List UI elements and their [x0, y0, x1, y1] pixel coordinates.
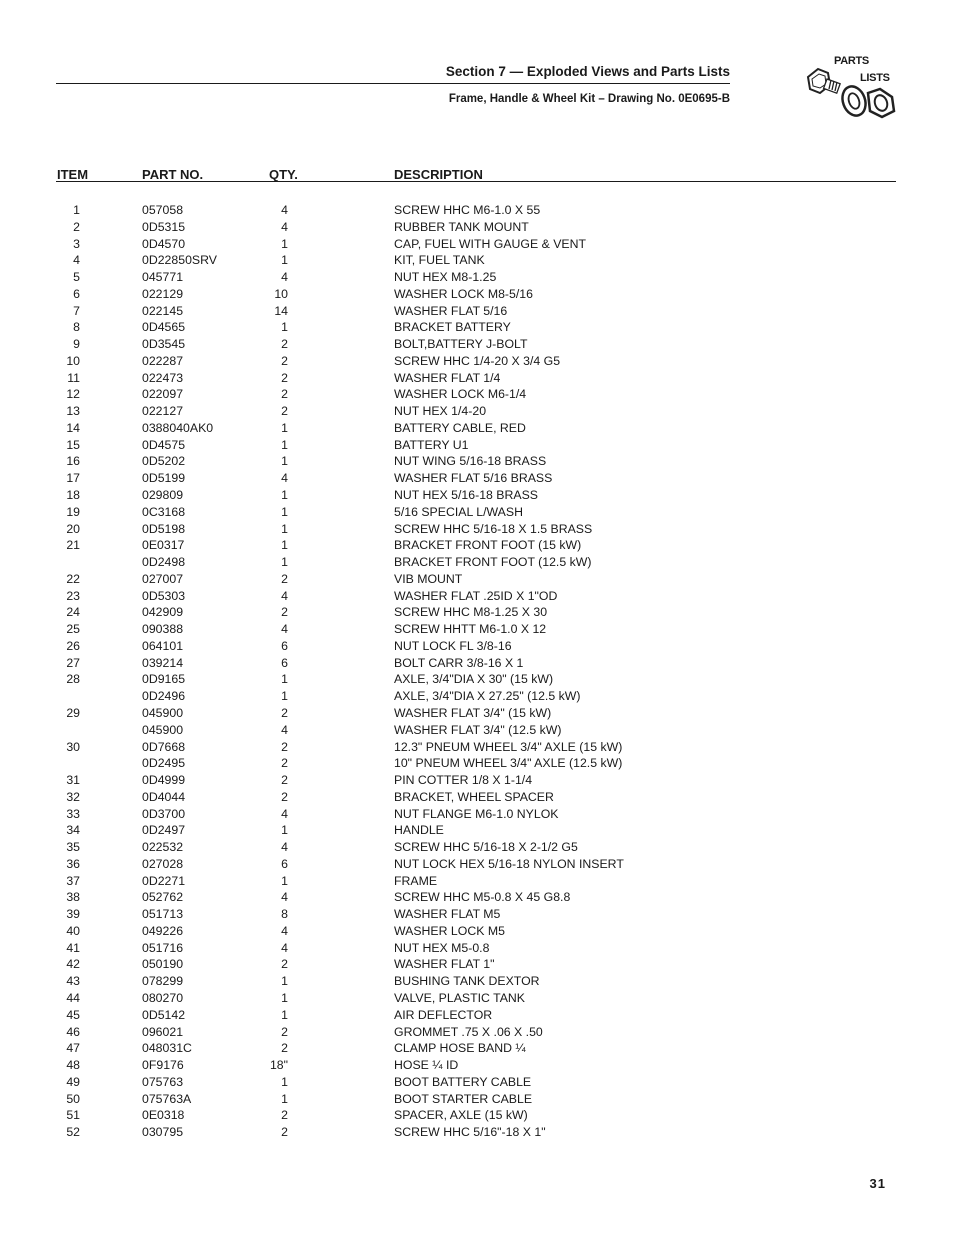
description: WASHER LOCK M8-5/16 [394, 286, 533, 301]
description: WASHER FLAT .25ID X 1"OD [394, 588, 558, 603]
part-number: 096021 [142, 1024, 184, 1039]
table-row [0, 822, 954, 839]
description: SPACER, AXLE (15 kW) [394, 1108, 528, 1123]
item-number: 18 [66, 488, 80, 503]
description: SCREW HHC M8-1.25 X 30 [394, 605, 548, 620]
part-number: 027028 [142, 856, 184, 871]
item-number: 27 [66, 655, 80, 670]
part-number: 022127 [142, 404, 184, 419]
table-row [0, 973, 954, 990]
part-number: 027007 [142, 571, 184, 586]
table-row [0, 806, 954, 823]
part-number: 090388 [142, 622, 184, 637]
item-number: 15 [66, 437, 80, 452]
item-number: 50 [66, 1091, 80, 1106]
item-number: 35 [66, 840, 80, 855]
part-number: 0D2497 [142, 823, 186, 838]
description: AXLE, 3/4"DIA X 30" (15 kW) [394, 672, 554, 687]
description: BRACKET, WHEEL SPACER [394, 789, 554, 804]
item-number: 29 [66, 705, 80, 720]
item-number: 39 [66, 907, 80, 922]
col-header-part-no: PART NO. [142, 167, 204, 182]
quantity: 1 [281, 420, 288, 435]
table-row [0, 202, 954, 219]
description: NUT LOCK FL 3/8-16 [394, 638, 512, 653]
part-number: 022097 [142, 387, 184, 402]
description: BRACKET FRONT FOOT (12.5 kW) [394, 555, 592, 570]
part-number: 049226 [142, 923, 184, 938]
part-number: 0D4575 [142, 437, 186, 452]
quantity: 2 [281, 1125, 288, 1140]
description: WASHER FLAT M5 [394, 907, 501, 922]
description: WASHER LOCK M6-1/4 [394, 387, 527, 402]
table-row [0, 470, 954, 487]
table-row [0, 504, 954, 521]
quantity: 1 [281, 521, 288, 536]
part-number: 0D5198 [142, 521, 186, 536]
table-row [0, 336, 954, 353]
table-row [0, 604, 954, 621]
quantity: 1 [281, 320, 288, 335]
item-number: 4 [73, 253, 80, 268]
item-number: 2 [73, 219, 80, 234]
part-number: 075763A [142, 1091, 192, 1106]
part-number: 0D3545 [142, 337, 186, 352]
quantity: 2 [281, 739, 288, 754]
table-row [0, 1040, 954, 1057]
description: SCREW HHTT M6-1.0 X 12 [394, 622, 547, 637]
description: VIB MOUNT [394, 571, 463, 586]
quantity: 2 [281, 773, 288, 788]
table-row [0, 906, 954, 923]
table-row [0, 722, 954, 739]
part-number: 042909 [142, 605, 184, 620]
quantity: 18" [269, 1058, 288, 1073]
description: BUSHING TANK DEXTOR [394, 974, 540, 989]
part-number: 080270 [142, 990, 184, 1005]
description: WASHER FLAT 1" [394, 957, 495, 972]
table-row [0, 956, 954, 973]
item-number: 33 [66, 806, 80, 821]
quantity: 6 [281, 638, 288, 653]
parts-lists-logo [800, 55, 900, 135]
item-number: 44 [66, 990, 80, 1005]
bolt-washer-nut-icon [800, 55, 900, 135]
table-row [0, 789, 954, 806]
quantity: 6 [281, 655, 288, 670]
item-number: 8 [73, 320, 80, 335]
part-number: 0D3700 [142, 806, 186, 821]
quantity: 4 [281, 806, 288, 821]
part-number: 045900 [142, 705, 184, 720]
quantity: 2 [281, 1024, 288, 1039]
part-number: 045771 [142, 270, 184, 285]
quantity: 1 [281, 555, 288, 570]
item-number: 32 [66, 789, 80, 804]
description: BRACKET FRONT FOOT (15 kW) [394, 538, 582, 553]
logo-text-lists: LISTS [860, 72, 890, 84]
quantity: 2 [281, 1108, 288, 1123]
description: BOOT BATTERY CABLE [394, 1074, 532, 1089]
quantity: 4 [281, 923, 288, 938]
quantity: 4 [281, 890, 288, 905]
description: NUT HEX 1/4-20 [394, 404, 487, 419]
description: GROMMET .75 X .06 X .50 [394, 1024, 543, 1039]
quantity: 1 [281, 672, 288, 687]
item-number: 36 [66, 856, 80, 871]
item-number: 34 [66, 823, 80, 838]
description: BOLT,BATTERY J-BOLT [394, 337, 528, 352]
quantity: 1 [281, 437, 288, 452]
col-header-item: ITEM [57, 167, 89, 182]
item-number: 17 [66, 471, 80, 486]
description: NUT HEX M8-1.25 [394, 270, 497, 285]
quantity: 2 [281, 571, 288, 586]
part-number: 022473 [142, 370, 184, 385]
description: 10" PNEUM WHEEL 3/4" AXLE (12.5 kW) [394, 756, 623, 771]
part-number: 0D5315 [142, 219, 186, 234]
quantity: 8 [281, 907, 288, 922]
part-number: 0D5199 [142, 471, 186, 486]
quantity: 2 [281, 337, 288, 352]
item-number: 42 [66, 957, 80, 972]
description: BOLT CARR 3/8-16 X 1 [394, 655, 524, 670]
description: NUT LOCK HEX 5/16-18 NYLON INSERT [394, 856, 624, 871]
table-row [0, 437, 954, 454]
table-row [0, 571, 954, 588]
table-row [0, 403, 954, 420]
description: BOOT STARTER CABLE [394, 1091, 533, 1106]
item-number: 3 [73, 236, 80, 251]
table-row [0, 370, 954, 387]
part-number: 051713 [142, 907, 184, 922]
description: RUBBER TANK MOUNT [394, 219, 529, 234]
quantity: 2 [281, 387, 288, 402]
section-title: Section 7 — Exploded Views and Parts Lists [445, 64, 730, 79]
table-row [0, 286, 954, 303]
item-number: 37 [66, 873, 80, 888]
part-number: 0F9176 [142, 1058, 184, 1073]
item-number: 20 [66, 521, 80, 536]
item-number: 47 [66, 1041, 80, 1056]
quantity: 1 [281, 538, 288, 553]
item-number: 48 [66, 1058, 80, 1073]
description: WASHER FLAT 3/4" (12.5 kW) [394, 722, 562, 737]
part-number: 030795 [142, 1125, 184, 1140]
table-row [0, 923, 954, 940]
table-row [0, 940, 954, 957]
item-number: 26 [66, 638, 80, 653]
table-row [0, 705, 954, 722]
table-header-rule [56, 181, 896, 182]
description: PIN COTTER 1/8 X 1-1/4 [394, 773, 533, 788]
item-number: 38 [66, 890, 80, 905]
description: WASHER FLAT 1/4 [394, 370, 501, 385]
part-number: 057058 [142, 203, 184, 217]
table-row [0, 521, 954, 538]
quantity: 1 [281, 488, 288, 503]
description: FRAME [394, 873, 438, 888]
part-number: 0D2496 [142, 689, 186, 704]
table-row [0, 1091, 954, 1108]
table-row [0, 755, 954, 772]
table-row [0, 856, 954, 873]
table-row [0, 588, 954, 605]
item-number: 51 [66, 1108, 80, 1123]
part-number: 022145 [142, 303, 184, 318]
description: WASHER FLAT 3/4" (15 kW) [394, 705, 552, 720]
item-number: 1 [73, 203, 80, 217]
table-row [0, 621, 954, 638]
description: BATTERY CABLE, RED [394, 420, 526, 435]
description: NUT HEX 5/16-18 BRASS [394, 488, 538, 503]
part-number: 0D2495 [142, 756, 186, 771]
quantity: 2 [281, 370, 288, 385]
part-number: 022287 [142, 353, 184, 368]
quantity: 4 [281, 588, 288, 603]
quantity: 1 [281, 1074, 288, 1089]
table-row [0, 353, 954, 370]
description: BATTERY U1 [394, 437, 469, 452]
description: SCREW HHC M6-1.0 X 55 [394, 203, 541, 217]
table-row [0, 1074, 954, 1091]
quantity: 2 [281, 957, 288, 972]
part-number: 0D4999 [142, 773, 186, 788]
table-row [0, 990, 954, 1007]
table-row [0, 453, 954, 470]
table-row [0, 671, 954, 688]
item-number: 49 [66, 1074, 80, 1089]
item-number: 9 [73, 337, 80, 352]
description: CAP, FUEL WITH GAUGE & VENT [394, 236, 587, 251]
parts-table [0, 202, 954, 1141]
quantity: 4 [281, 203, 288, 217]
part-number: 0D22850SRV [142, 253, 217, 268]
part-number: 064101 [142, 638, 184, 653]
part-number: 0E0318 [142, 1108, 185, 1123]
description: 5/16 SPECIAL L/WASH [394, 504, 523, 519]
table-row [0, 219, 954, 236]
quantity: 2 [281, 705, 288, 720]
part-number: 022532 [142, 840, 184, 855]
item-number: 45 [66, 1007, 80, 1022]
part-number: 0D5142 [142, 1007, 186, 1022]
quantity: 1 [281, 1007, 288, 1022]
description: NUT FLANGE M6-1.0 NYLOK [394, 806, 559, 821]
quantity: 1 [281, 1091, 288, 1106]
item-number: 25 [66, 622, 80, 637]
table-row [0, 1107, 954, 1124]
part-number: 078299 [142, 974, 184, 989]
table-row [0, 638, 954, 655]
quantity: 2 [281, 1041, 288, 1056]
table-row [0, 319, 954, 336]
part-number: 0C3168 [142, 504, 186, 519]
table-row [0, 269, 954, 286]
description: SCREW HHC 5/16"-18 X 1" [394, 1125, 546, 1140]
item-number: 46 [66, 1024, 80, 1039]
item-number: 21 [66, 538, 80, 553]
item-number: 23 [66, 588, 80, 603]
part-number: 0388040AK0 [142, 420, 214, 435]
table-row [0, 420, 954, 437]
description: VALVE, PLASTIC TANK [394, 990, 525, 1005]
table-row [0, 839, 954, 856]
part-number: 0D5303 [142, 588, 186, 603]
table-row [0, 1057, 954, 1074]
item-number: 11 [67, 370, 80, 385]
description: CLAMP HOSE BAND ¼ [394, 1041, 526, 1056]
part-number: 022129 [142, 286, 184, 301]
logo-text-parts: PARTS [834, 55, 869, 67]
part-number: 039214 [142, 655, 184, 670]
quantity: 2 [281, 789, 288, 804]
part-number: 0E0317 [142, 538, 185, 553]
quantity: 4 [281, 722, 288, 737]
item-number: 5 [73, 270, 80, 285]
item-number: 12 [66, 387, 80, 402]
description: SCREW HHC 5/16-18 X 2-1/2 G5 [394, 840, 578, 855]
item-number: 16 [66, 454, 80, 469]
description: HOSE ¼ ID [394, 1058, 459, 1073]
part-number: 029809 [142, 488, 184, 503]
quantity: 4 [281, 219, 288, 234]
quantity: 2 [281, 353, 288, 368]
description: NUT WING 5/16-18 BRASS [394, 454, 547, 469]
description: BRACKET BATTERY [394, 320, 511, 335]
part-number: 075763 [142, 1074, 184, 1089]
table-row [0, 236, 954, 253]
description: AXLE, 3/4"DIA X 27.25" (12.5 kW) [394, 689, 581, 704]
item-number: 52 [66, 1125, 80, 1140]
item-number: 6 [73, 286, 80, 301]
item-number: 43 [66, 974, 80, 989]
table-row [0, 252, 954, 269]
table-row [0, 554, 954, 571]
description: SCREW HHC 1/4-20 X 3/4 G5 [394, 353, 561, 368]
part-number: 045900 [142, 722, 184, 737]
part-number: 0D7668 [142, 739, 186, 754]
quantity: 4 [281, 940, 288, 955]
quantity: 1 [281, 454, 288, 469]
part-number: 0D4570 [142, 236, 186, 251]
table-row [0, 537, 954, 554]
quantity: 4 [281, 471, 288, 486]
table-row [0, 1124, 954, 1141]
item-number: 10 [66, 353, 80, 368]
item-number: 24 [66, 605, 80, 620]
quantity: 1 [281, 504, 288, 519]
item-number: 31 [66, 773, 80, 788]
item-number: 40 [66, 923, 80, 938]
quantity: 6 [281, 856, 288, 871]
table-row [0, 889, 954, 906]
quantity: 1 [281, 974, 288, 989]
description: 12.3" PNEUM WHEEL 3/4" AXLE (15 kW) [394, 739, 623, 754]
item-number: 28 [66, 672, 80, 687]
part-number: 0D4565 [142, 320, 186, 335]
quantity: 4 [281, 622, 288, 637]
part-number: 050190 [142, 957, 184, 972]
part-number: 048031C [142, 1041, 192, 1056]
page-number: 31 [869, 1176, 886, 1191]
description: SCREW HHC M5-0.8 X 45 G8.8 [394, 890, 571, 905]
part-number: 051716 [142, 940, 184, 955]
item-number: 41 [66, 940, 80, 955]
table-row [0, 688, 954, 705]
part-number: 0D2498 [142, 555, 186, 570]
item-number: 22 [66, 571, 80, 586]
part-number: 0D2271 [142, 873, 186, 888]
quantity: 1 [281, 689, 288, 704]
header-rule [56, 83, 730, 84]
col-header-qty: QTY. [269, 167, 298, 182]
table-row [0, 1024, 954, 1041]
quantity: 4 [281, 270, 288, 285]
quantity: 2 [281, 404, 288, 419]
part-number: 0D5202 [142, 454, 186, 469]
quantity: 2 [281, 756, 288, 771]
description: WASHER FLAT 5/16 [394, 303, 508, 318]
item-number: 14 [66, 420, 80, 435]
item-number: 30 [66, 739, 80, 754]
description: WASHER LOCK M5 [394, 923, 505, 938]
quantity: 1 [281, 253, 288, 268]
description: AIR DEFLECTOR [394, 1007, 493, 1022]
quantity: 1 [281, 873, 288, 888]
table-row [0, 386, 954, 403]
description: HANDLE [394, 823, 444, 838]
drawing-title: Frame, Handle & Wheel Kit – Drawing No. 0E0695-B [448, 93, 730, 105]
table-row [0, 772, 954, 789]
quantity: 2 [281, 605, 288, 620]
quantity: 1 [281, 823, 288, 838]
description: SCREW HHC 5/16-18 X 1.5 BRASS [394, 521, 593, 536]
part-number: 052762 [142, 890, 184, 905]
description: KIT, FUEL TANK [394, 253, 485, 268]
part-number: 0D9165 [142, 672, 186, 687]
quantity: 1 [281, 236, 288, 251]
table-row [0, 487, 954, 504]
quantity: 14 [274, 303, 288, 318]
table-row [0, 1007, 954, 1024]
table-row [0, 739, 954, 756]
table-row [0, 303, 954, 320]
col-header-description: DESCRIPTION [394, 167, 483, 182]
quantity: 1 [281, 990, 288, 1005]
quantity: 10 [274, 286, 288, 301]
quantity: 4 [281, 840, 288, 855]
table-row [0, 655, 954, 672]
item-number: 7 [73, 303, 80, 318]
item-number: 13 [66, 404, 80, 419]
part-number: 0D4044 [142, 789, 186, 804]
description: NUT HEX M5-0.8 [394, 940, 490, 955]
description: WASHER FLAT 5/16 BRASS [394, 471, 553, 486]
table-row [0, 873, 954, 890]
item-number: 19 [66, 504, 80, 519]
